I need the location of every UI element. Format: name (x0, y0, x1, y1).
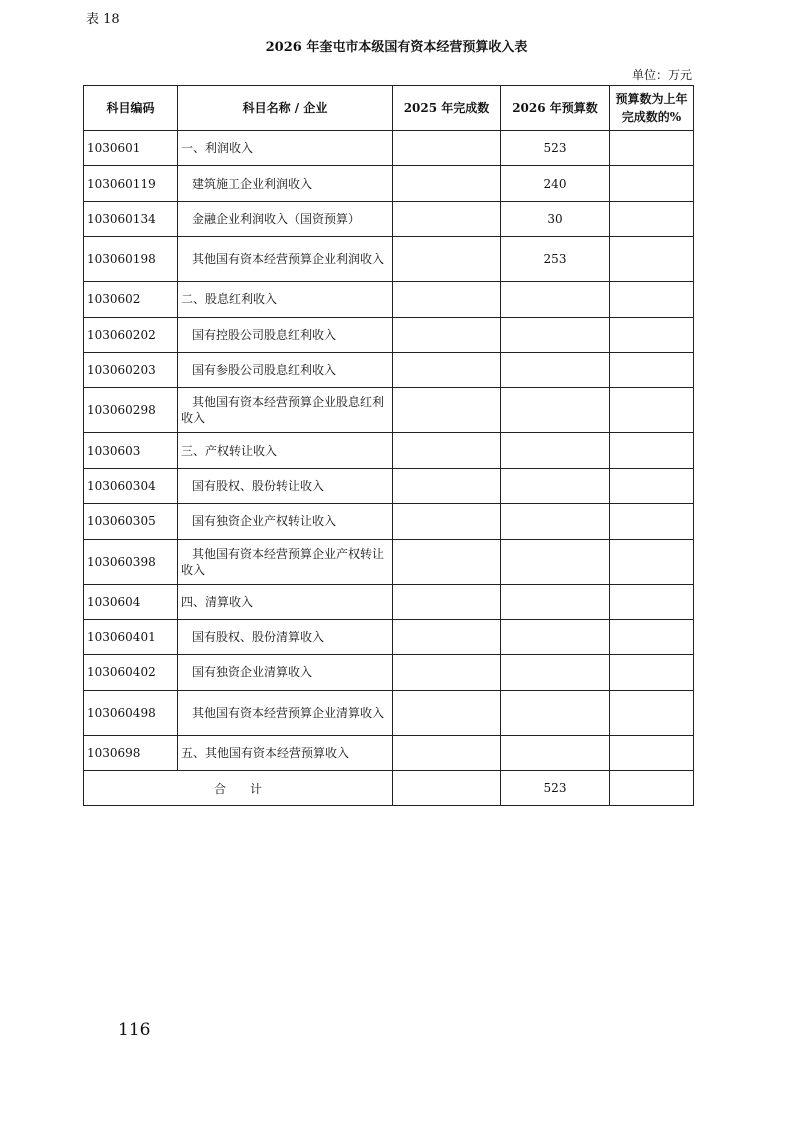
row-code: 103060198 (84, 237, 178, 282)
row-budget-2026 (501, 317, 610, 352)
row-code: 1030604 (84, 584, 178, 619)
table-row (84, 690, 694, 735)
row-percent (610, 131, 694, 166)
row-budget-2026: 30 (501, 201, 610, 236)
table-row (84, 735, 694, 770)
row-budget-2026 (501, 619, 610, 654)
table-number: 表 18 (86, 12, 120, 27)
row-budget-2026 (501, 352, 610, 387)
row-done-2025 (393, 504, 501, 539)
row-code: 103060119 (84, 166, 178, 201)
header-budget-2026: 2026 年预算数 (501, 86, 610, 131)
row-code: 103060401 (84, 619, 178, 654)
total-percent (610, 771, 694, 806)
row-budget-2026 (501, 388, 610, 433)
row-done-2025 (393, 655, 501, 690)
row-code: 103060202 (84, 317, 178, 352)
table-row (84, 201, 694, 236)
row-done-2025 (393, 237, 501, 282)
table-row (84, 237, 694, 282)
total-row (84, 771, 694, 806)
row-percent (610, 201, 694, 236)
row-name: 三、产权转让收入 (178, 433, 393, 468)
row-name: 一、利润收入 (178, 131, 393, 166)
row-percent (610, 433, 694, 468)
table-row (84, 539, 694, 584)
budget-table (83, 85, 694, 806)
row-percent (610, 655, 694, 690)
row-budget-2026 (501, 735, 610, 770)
header-percent: 预算数为上年完成数的% (610, 86, 694, 131)
row-code: 103060498 (84, 690, 178, 735)
row-name: 五、其他国有资本经营预算收入 (178, 735, 393, 770)
row-name: 金融企业利润收入（国资预算） (178, 201, 393, 236)
row-done-2025 (393, 388, 501, 433)
row-done-2025 (393, 735, 501, 770)
row-code: 103060305 (84, 504, 178, 539)
row-budget-2026 (501, 584, 610, 619)
row-percent (610, 282, 694, 317)
row-budget-2026 (501, 433, 610, 468)
row-name: 四、清算收入 (178, 584, 393, 619)
row-done-2025 (393, 468, 501, 503)
table-row (84, 433, 694, 468)
row-percent (610, 619, 694, 654)
row-budget-2026 (501, 539, 610, 584)
header-name: 科目名称 / 企业 (178, 86, 393, 131)
row-name: 其他国有资本经营预算企业清算收入 (178, 690, 393, 735)
table-row (84, 655, 694, 690)
row-percent (610, 166, 694, 201)
row-percent (610, 690, 694, 735)
row-name: 国有股权、股份转让收入 (178, 468, 393, 503)
total-budget-2026: 523 (501, 771, 610, 806)
row-done-2025 (393, 584, 501, 619)
row-code: 1030603 (84, 433, 178, 468)
page-number: 116 (118, 1020, 151, 1040)
row-done-2025 (393, 131, 501, 166)
row-percent (610, 352, 694, 387)
row-done-2025 (393, 690, 501, 735)
row-code: 103060298 (84, 388, 178, 433)
row-percent (610, 539, 694, 584)
table-row (84, 317, 694, 352)
table-row (84, 166, 694, 201)
row-code: 103060402 (84, 655, 178, 690)
header-code: 科目编码 (84, 86, 178, 131)
row-budget-2026: 240 (501, 166, 610, 201)
table-header-row (84, 86, 694, 131)
table-row (84, 388, 694, 433)
row-percent (610, 468, 694, 503)
row-code: 1030601 (84, 131, 178, 166)
row-code: 1030602 (84, 282, 178, 317)
row-name: 其他国有资本经营预算企业产权转让收入 (178, 539, 393, 584)
header-done-2025: 2025 年完成数 (393, 86, 501, 131)
row-percent (610, 388, 694, 433)
row-percent (610, 735, 694, 770)
row-code: 103060304 (84, 468, 178, 503)
unit-label: 单位：万元 (631, 68, 692, 82)
row-budget-2026 (501, 468, 610, 503)
row-code: 1030698 (84, 735, 178, 770)
total-label: 合 计 (84, 771, 393, 806)
row-name: 其他国有资本经营预算企业股息红利收入 (178, 388, 393, 433)
row-name: 国有股权、股份清算收入 (178, 619, 393, 654)
row-code: 103060134 (84, 201, 178, 236)
row-done-2025 (393, 282, 501, 317)
table-row (84, 282, 694, 317)
row-done-2025 (393, 201, 501, 236)
row-budget-2026 (501, 282, 610, 317)
page-title: 2026 年奎屯市本级国有资本经营预算收入表 (265, 40, 528, 55)
table-row (84, 131, 694, 166)
row-percent (610, 317, 694, 352)
row-budget-2026 (501, 655, 610, 690)
row-code: 103060203 (84, 352, 178, 387)
row-name: 国有控股公司股息红利收入 (178, 317, 393, 352)
row-name: 国有独资企业清算收入 (178, 655, 393, 690)
row-percent (610, 504, 694, 539)
row-code: 103060398 (84, 539, 178, 584)
row-done-2025 (393, 433, 501, 468)
table-row (84, 619, 694, 654)
row-percent (610, 584, 694, 619)
table-row (84, 584, 694, 619)
row-name: 建筑施工企业利润收入 (178, 166, 393, 201)
row-budget-2026: 523 (501, 131, 610, 166)
row-name: 国有参股公司股息红利收入 (178, 352, 393, 387)
row-name: 国有独资企业产权转让收入 (178, 504, 393, 539)
total-done-2025 (393, 771, 501, 806)
table-row (84, 468, 694, 503)
table-row (84, 504, 694, 539)
row-name: 二、股息红利收入 (178, 282, 393, 317)
row-budget-2026 (501, 690, 610, 735)
row-done-2025 (393, 166, 501, 201)
row-done-2025 (393, 352, 501, 387)
row-percent (610, 237, 694, 282)
row-done-2025 (393, 539, 501, 584)
row-budget-2026: 253 (501, 237, 610, 282)
row-budget-2026 (501, 504, 610, 539)
row-done-2025 (393, 619, 501, 654)
table-body (84, 131, 694, 771)
row-name: 其他国有资本经营预算企业利润收入 (178, 237, 393, 282)
row-done-2025 (393, 317, 501, 352)
table-row (84, 352, 694, 387)
